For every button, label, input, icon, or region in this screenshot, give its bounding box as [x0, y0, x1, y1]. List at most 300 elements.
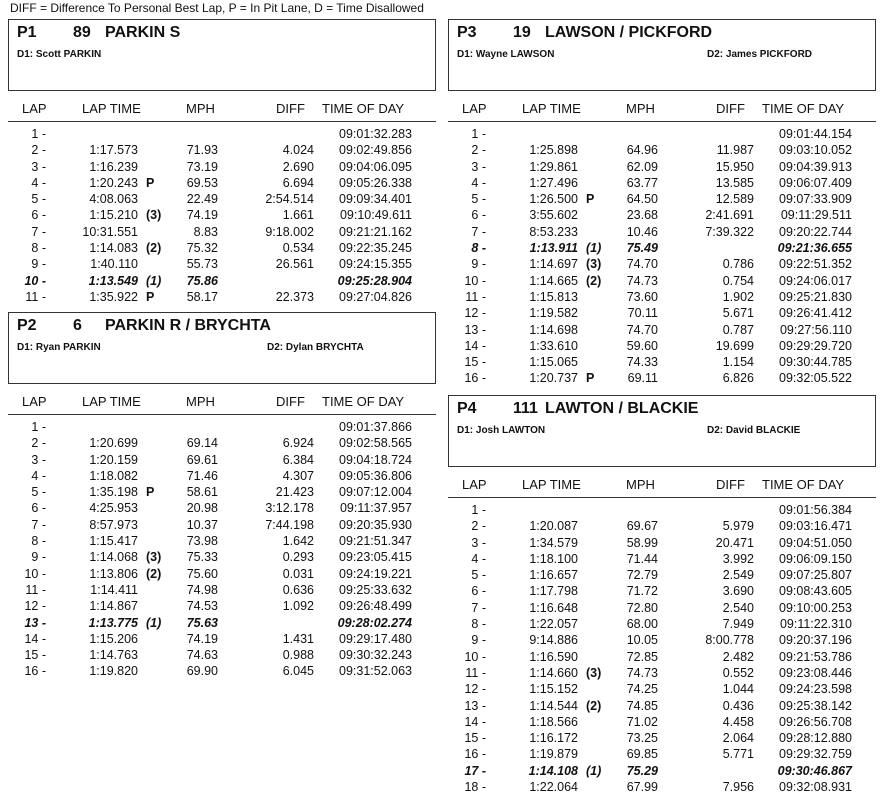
lap-time: 1:14.411 [90, 582, 138, 597]
lap-row [448, 650, 876, 666]
lap-time: 1:20.159 [89, 452, 138, 467]
lap-diff: 9:18.002 [265, 224, 314, 239]
lap-diff: 3.992 [722, 551, 754, 566]
lap-time-of-day: 09:31:52.063 [339, 664, 412, 679]
lap-number: 11 - [25, 289, 46, 304]
lap-time-of-day: 09:26:41.412 [779, 306, 852, 321]
lap-diff: 6.924 [282, 436, 314, 451]
lap-row [8, 567, 436, 583]
lap-marker: P [586, 371, 595, 386]
lap-time: 1:19.820 [89, 664, 138, 679]
car-number: 19 [513, 24, 531, 41]
lap-row [448, 192, 876, 208]
lap-time-of-day: 09:24:23.598 [779, 682, 852, 697]
lap-marker: (2) [586, 698, 602, 713]
lap-number: 4 - [31, 175, 46, 190]
column-headers [8, 394, 436, 410]
lap-time-of-day: 09:11:22.310 [779, 617, 852, 632]
lap-number: 4 - [31, 468, 46, 483]
lap-mph: 62.09 [626, 159, 658, 174]
lap-mph: 75.49 [626, 241, 658, 256]
lap-diff: 11.987 [716, 143, 754, 158]
lap-row [448, 747, 876, 763]
lap-diff: 5.671 [722, 306, 754, 321]
lap-row [8, 176, 436, 192]
lap-number: 8 - [471, 617, 486, 632]
lap-row [448, 519, 876, 535]
lap-time: 1:19.879 [529, 747, 578, 762]
lap-time: 1:14.660 [529, 665, 578, 680]
lap-row [448, 208, 876, 224]
lap-mph: 73.60 [626, 289, 658, 304]
lap-diff: 4.458 [722, 714, 754, 729]
lap-marker: P [586, 192, 595, 207]
lap-number: 5 - [471, 568, 486, 583]
lap-mph: 68.00 [626, 617, 658, 632]
col-lap-time: LAP TIME [82, 394, 141, 409]
lap-marker: P [146, 485, 155, 500]
col-time-of-day: TIME OF DAY [322, 101, 405, 116]
lap-row [448, 306, 876, 322]
lap-row [448, 536, 876, 552]
lap-row [448, 682, 876, 698]
lap-diff: 26.561 [275, 257, 314, 272]
lap-time-of-day: 09:25:33.632 [339, 582, 412, 597]
lap-time: 1:18.082 [89, 468, 138, 483]
lap-number: 12 - [24, 599, 46, 614]
lap-marker: (2) [586, 273, 602, 288]
lap-mph: 75.63 [186, 615, 218, 630]
lap-marker: (1) [146, 273, 162, 288]
lap-time: 1:15.152 [529, 682, 578, 697]
position-label: P3 [457, 24, 477, 41]
lap-number: 9 - [471, 257, 486, 272]
lap-row [8, 257, 436, 273]
lap-number: 6 - [471, 584, 486, 599]
lap-diff: 8:00.778 [705, 633, 754, 648]
lap-time-of-day: 09:32:08.931 [779, 780, 852, 795]
lap-marker: (1) [586, 241, 602, 256]
lap-time-of-day: 09:01:56.384 [779, 503, 852, 517]
lap-time-of-day: 09:27:04.826 [339, 289, 412, 304]
lap-row [8, 469, 436, 485]
lap-diff: 3.690 [722, 584, 754, 599]
driver-2: D2: David BLACKIE [707, 425, 801, 436]
lap-time-of-day: 09:04:51.050 [779, 535, 852, 550]
lap-number: 11 - [465, 665, 486, 680]
lap-mph: 75.32 [186, 241, 218, 256]
lap-number: 5 - [31, 192, 46, 207]
lap-row [448, 143, 876, 159]
lap-time-of-day: 09:24:15.355 [339, 257, 412, 272]
lap-mph: 71.44 [626, 551, 658, 566]
lap-row [8, 534, 436, 550]
lap-time-of-day: 09:30:46.867 [777, 763, 852, 778]
lap-number: 8 - [31, 241, 46, 256]
lap-number: 2 - [31, 436, 46, 451]
lap-time-of-day: 09:30:44.785 [779, 355, 852, 370]
lap-marker: (3) [586, 665, 602, 680]
lap-time: 3:55.602 [529, 208, 578, 223]
lap-row [8, 632, 436, 648]
lap-row [8, 436, 436, 452]
lap-number: 13 - [464, 322, 486, 337]
col-time-of-day: TIME OF DAY [322, 394, 405, 409]
lap-time: 1:14.544 [529, 698, 578, 713]
lap-mph: 75.33 [186, 550, 218, 565]
lap-mph: 67.99 [626, 780, 658, 795]
lap-mph: 8.83 [193, 224, 218, 239]
lap-diff: 0.552 [722, 665, 754, 680]
lap-mph: 74.85 [626, 698, 658, 713]
car-number: 89 [73, 24, 91, 41]
lap-diff: 0.636 [282, 582, 314, 597]
lap-time-of-day: 09:04:18.724 [339, 452, 412, 467]
lap-diff: 1.154 [722, 355, 754, 370]
lap-diff: 7.949 [722, 617, 754, 632]
lap-time: 1:18.100 [529, 551, 578, 566]
lap-mph: 64.50 [626, 192, 658, 207]
lap-mph: 71.72 [626, 584, 658, 599]
lap-number: 7 - [471, 224, 486, 239]
col-lap-time: LAP TIME [82, 101, 141, 116]
car-header [8, 312, 436, 384]
lap-time: 1:15.813 [529, 289, 578, 304]
lap-row [448, 617, 876, 633]
car-number: 6 [73, 317, 82, 334]
lap-time: 10:31.551 [82, 224, 138, 239]
lap-row [8, 274, 436, 290]
driver-1: D1: Scott PARKIN [17, 49, 102, 60]
lap-diff: 15.950 [715, 159, 754, 174]
lap-time-of-day: 09:06:09.150 [779, 551, 852, 566]
column-headers [448, 477, 876, 493]
lap-diff: 0.787 [722, 322, 754, 337]
lap-time: 1:14.068 [89, 550, 138, 565]
lap-mph: 74.19 [186, 631, 218, 646]
lap-row [448, 699, 876, 715]
lap-number: 12 - [464, 306, 486, 321]
lap-diff: 21.423 [275, 485, 314, 500]
lap-diff: 0.754 [722, 273, 754, 288]
lap-number: 9 - [31, 550, 46, 565]
lap-number: 6 - [31, 501, 46, 516]
lap-mph: 69.11 [627, 371, 658, 386]
lap-number: 10 - [464, 649, 486, 664]
lap-diff: 6.826 [722, 371, 754, 386]
lap-time: 1:20.243 [89, 175, 138, 190]
lap-row [448, 241, 876, 257]
lap-mph: 70.11 [627, 306, 658, 321]
lap-diff: 0.031 [282, 566, 314, 581]
lap-row [8, 160, 436, 176]
col-lap-time: LAP TIME [522, 477, 581, 492]
lap-time-of-day: 09:25:28.904 [337, 273, 412, 288]
lap-mph: 74.33 [626, 355, 658, 370]
team-name: LAWSON / PICKFORD [545, 24, 713, 41]
lap-diff: 2:41.691 [705, 208, 754, 223]
lap-diff: 6.045 [282, 664, 314, 679]
lap-mph: 10.46 [626, 224, 658, 239]
lap-time-of-day: 09:02:49.856 [339, 143, 412, 158]
lap-row [448, 666, 876, 682]
legend: DIFF = Difference To Personal Best Lap, P = In Pit Lane, D = Time Disallowed [10, 1, 424, 15]
lap-number: 7 - [471, 600, 486, 615]
lap-diff: 20.471 [715, 535, 754, 550]
lap-time: 1:20.087 [529, 519, 578, 534]
lap-time: 1:26.500 [529, 192, 578, 207]
lap-diff: 2.549 [722, 568, 754, 583]
car-header [448, 19, 876, 91]
lap-number: 6 - [31, 208, 46, 223]
lap-time: 1:14.697 [529, 257, 578, 272]
lap-time: 1:22.064 [529, 780, 578, 795]
driver-2: D2: James PICKFORD [707, 49, 813, 60]
col-mph: MPH [626, 101, 655, 116]
lap-time: 1:14.083 [89, 241, 138, 256]
lap-time-of-day: 09:28:12.880 [779, 731, 852, 746]
lap-diff: 1.661 [282, 208, 314, 223]
lap-time-of-day: 09:22:51.352 [779, 257, 852, 272]
lap-mph: 73.25 [626, 731, 658, 746]
lap-diff: 6.384 [282, 452, 314, 467]
lap-time-of-day: 09:25:21.830 [779, 289, 852, 304]
lap-time-of-day: 09:24:19.221 [339, 566, 412, 581]
lap-number: 11 - [25, 582, 46, 597]
lap-row [8, 664, 436, 680]
lap-mph: 72.85 [626, 649, 658, 664]
lap-mph: 69.67 [626, 519, 658, 534]
lap-number: 11 - [465, 289, 486, 304]
lap-number: 14 - [464, 338, 486, 353]
lap-time-of-day: 09:07:25.807 [779, 568, 852, 583]
lap-number: 7 - [31, 224, 46, 239]
lap-marker: P [146, 175, 155, 190]
lap-row [8, 583, 436, 599]
lap-time: 8:53.233 [529, 224, 578, 239]
lap-time-of-day: 09:10:00.253 [779, 600, 852, 615]
lap-number: 18 - [464, 780, 486, 795]
lap-number: 9 - [31, 257, 46, 272]
lap-row [8, 453, 436, 469]
lap-time-of-day: 09:02:58.565 [339, 436, 412, 451]
lap-diff: 5.771 [722, 747, 754, 762]
lap-mph: 22.49 [186, 192, 218, 207]
lap-mph: 74.73 [626, 273, 658, 288]
lap-time-of-day: 09:32:05.522 [779, 371, 852, 386]
lap-mph: 69.85 [626, 747, 658, 762]
lap-diff: 1.044 [722, 682, 754, 697]
lap-time: 1:27.496 [529, 175, 578, 190]
lap-mph: 73.19 [186, 159, 218, 174]
lap-number: 1 - [471, 127, 486, 141]
lap-row [448, 371, 876, 387]
lap-row [8, 420, 436, 436]
lap-time: 1:14.665 [529, 273, 578, 288]
lap-time-of-day: 09:21:36.655 [777, 241, 852, 256]
lap-mph: 58.17 [186, 289, 218, 304]
lap-time: 1:16.657 [529, 568, 578, 583]
lap-time: 1:13.911 [529, 241, 578, 256]
lap-time: 4:08.063 [89, 192, 138, 207]
lap-number: 16 - [464, 371, 486, 386]
lap-time: 1:35.198 [89, 485, 138, 500]
lap-marker: P [146, 289, 155, 304]
column-headers [8, 101, 436, 117]
lap-mph: 71.46 [186, 468, 218, 483]
col-lap: LAP [22, 101, 47, 116]
lap-mph: 73.98 [186, 534, 218, 549]
lap-number: 8 - [471, 241, 486, 256]
column-headers [448, 101, 876, 117]
col-mph: MPH [186, 394, 215, 409]
lap-row [448, 323, 876, 339]
lap-mph: 74.19 [186, 208, 218, 223]
lap-time: 1:20.737 [529, 371, 578, 386]
lap-mph: 74.25 [626, 682, 658, 697]
lap-diff: 13.585 [715, 175, 754, 190]
lap-number: 5 - [471, 192, 486, 207]
lap-diff: 5.979 [722, 519, 754, 534]
lap-time: 4:25.953 [89, 501, 138, 516]
lap-diff: 19.699 [715, 338, 754, 353]
col-diff: DIFF [716, 101, 745, 116]
col-diff: DIFF [276, 394, 305, 409]
lap-time-of-day: 09:23:08.446 [779, 665, 852, 680]
lap-row [8, 143, 436, 159]
lap-diff: 1.902 [722, 289, 754, 304]
lap-number: 4 - [471, 175, 486, 190]
lap-number: 14 - [24, 631, 46, 646]
lap-number: 16 - [464, 747, 486, 762]
lap-marker: (2) [146, 566, 162, 581]
lap-time: 1:13.549 [88, 273, 138, 288]
lap-mph: 10.37 [186, 517, 218, 532]
lap-row [448, 552, 876, 568]
lap-mph: 69.61 [186, 452, 218, 467]
lap-mph: 71.93 [186, 143, 218, 158]
lap-table [8, 420, 436, 681]
lap-diff: 0.436 [722, 698, 754, 713]
lap-number: 3 - [471, 159, 486, 174]
lap-row [8, 550, 436, 566]
lap-time-of-day: 09:05:36.806 [339, 468, 412, 483]
lap-time: 1:22.057 [529, 617, 578, 632]
lap-row [448, 339, 876, 355]
lap-diff: 4.024 [282, 143, 314, 158]
driver-2: D2: Dylan BRYCHTA [267, 342, 364, 353]
lap-row [448, 715, 876, 731]
lap-time-of-day: 09:20:35.930 [339, 517, 412, 532]
col-diff: DIFF [716, 477, 745, 492]
lap-diff: 22.373 [275, 289, 314, 304]
lap-time-of-day: 09:21:51.347 [339, 534, 412, 549]
lap-mph: 58.61 [186, 485, 218, 500]
team-name: PARKIN R / BRYCHTA [105, 317, 271, 334]
lap-number: 12 - [464, 682, 486, 697]
lap-mph: 75.29 [626, 763, 658, 778]
lap-row [448, 274, 876, 290]
lap-time-of-day: 09:20:37.196 [779, 633, 852, 648]
lap-time: 1:14.867 [89, 599, 138, 614]
lap-diff: 1.431 [282, 631, 314, 646]
lap-time-of-day: 09:07:12.004 [339, 485, 412, 500]
lap-number: 4 - [471, 551, 486, 566]
lap-row [448, 601, 876, 617]
lap-number: 14 - [464, 714, 486, 729]
lap-time-of-day: 09:07:33.909 [779, 192, 852, 207]
lap-mph: 74.98 [186, 582, 218, 597]
lap-marker: (3) [146, 550, 162, 565]
driver-1: D1: Josh LAWTON [457, 425, 546, 436]
lap-mph: 63.77 [626, 175, 658, 190]
lap-time-of-day: 09:04:06.095 [339, 159, 412, 174]
driver-1: D1: Ryan PARKIN [17, 342, 101, 353]
lap-row [448, 731, 876, 747]
lap-time-of-day: 09:09:34.401 [339, 192, 412, 207]
team-name: PARKIN S [105, 24, 181, 41]
lap-row [448, 584, 876, 600]
lap-time: 1:29.861 [529, 159, 578, 174]
col-lap: LAP [22, 394, 47, 409]
lap-mph: 55.73 [186, 257, 218, 272]
lap-time: 1:17.573 [89, 143, 138, 158]
car-number: 111 [513, 400, 538, 417]
lap-mph: 74.70 [626, 257, 658, 272]
lap-number: 13 - [24, 615, 46, 630]
lap-time: 1:16.239 [89, 159, 138, 174]
lap-time-of-day: 09:03:10.052 [779, 143, 852, 158]
lap-number: 2 - [471, 519, 486, 534]
lap-marker: (3) [146, 208, 162, 223]
lap-time-of-day: 09:25:38.142 [779, 698, 852, 713]
lap-diff: 0.786 [722, 257, 754, 272]
lap-diff: 7:39.322 [705, 224, 754, 239]
lap-time-of-day: 09:20:22.744 [779, 224, 852, 239]
lap-diff: 7:44.198 [265, 517, 314, 532]
lap-diff: 7.956 [722, 780, 754, 795]
lap-time: 1:14.108 [528, 763, 578, 778]
lap-number: 16 - [24, 664, 46, 679]
lap-number: 1 - [31, 127, 46, 141]
position-label: P1 [17, 24, 37, 41]
car-header [8, 19, 436, 91]
lap-time-of-day: 09:01:37.866 [339, 420, 412, 434]
lap-diff: 2.482 [722, 649, 754, 664]
lap-mph: 74.63 [186, 648, 218, 663]
lap-number: 15 - [464, 731, 486, 746]
lap-row [448, 568, 876, 584]
lap-diff: 1.092 [282, 599, 314, 614]
lap-time-of-day: 09:04:39.913 [779, 159, 852, 174]
lap-time: 1:15.065 [529, 355, 578, 370]
lap-row [8, 208, 436, 224]
lap-mph: 74.73 [626, 665, 658, 680]
lap-time: 9:14.886 [529, 633, 578, 648]
lap-marker: (2) [146, 241, 162, 256]
lap-diff: 2:54.514 [265, 192, 314, 207]
lap-time: 1:15.210 [89, 208, 138, 223]
lap-row [448, 176, 876, 192]
lap-marker: (3) [586, 257, 602, 272]
lap-time: 1:14.763 [89, 648, 138, 663]
lap-time: 1:40.110 [90, 257, 138, 272]
lap-diff: 3:12.178 [265, 501, 314, 516]
lap-number: 3 - [31, 452, 46, 467]
lap-row [448, 355, 876, 371]
lap-diff: 0.534 [282, 241, 314, 256]
lap-time-of-day: 09:30:32.243 [339, 648, 412, 663]
